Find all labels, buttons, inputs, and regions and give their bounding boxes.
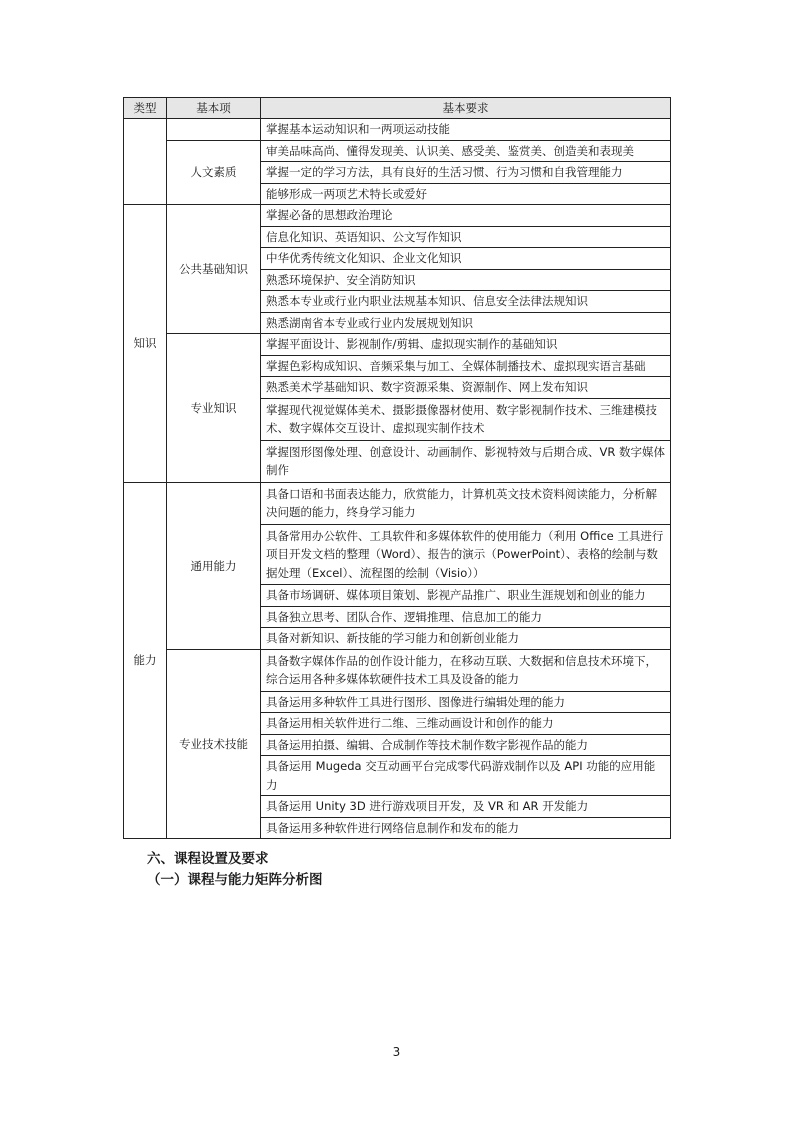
requirement-cell: 熟悉湖南省本专业或行业内发展规划知识 bbox=[261, 312, 671, 334]
requirement-cell: 具备常用办公软件、工具软件和多媒体软件的使用能力（利用 Office 工具进行项目开发文档的整理（Word）、报告的演示（PowerPoint）、表格的绘制与数据处理（Excel）、流程图的绘制（Visio）） bbox=[261, 524, 671, 585]
table-row bbox=[124, 119, 671, 141]
requirement-cell: 掌握平面设计、影视制作/剪辑、虚拟现实制作的基础知识 bbox=[261, 334, 671, 356]
requirement-cell: 具备独立思考、团队合作、逻辑推理、信息加工的能力 bbox=[261, 606, 671, 628]
type-cell: 能力 bbox=[124, 482, 167, 839]
item-cell: 人文素质 bbox=[167, 140, 261, 205]
item-cell bbox=[167, 119, 261, 141]
requirement-cell: 具备运用多种软件进行网络信息制作和发布的能力 bbox=[261, 817, 671, 839]
header-type: 类型 bbox=[124, 98, 167, 119]
requirement-cell: 熟悉美术学基础知识、数字资源采集、资源制作、网上发布知识 bbox=[261, 377, 671, 399]
item-cell: 公共基础知识 bbox=[167, 205, 261, 334]
requirements-table bbox=[123, 97, 671, 839]
subsection-heading: （一）课程与能力矩阵分析图 bbox=[147, 872, 323, 888]
item-cell: 通用能力 bbox=[167, 482, 261, 649]
requirement-cell: 具备运用相关软件进行二维、三维动画设计和创作的能力 bbox=[261, 713, 671, 735]
requirement-cell: 具备数字媒体作品的创作设计能力，在移动互联、大数据和信息技术环境下，综合运用各种多媒体软硬件技术工具及设备的能力 bbox=[261, 649, 671, 691]
table-row bbox=[124, 334, 671, 356]
requirement-cell: 审美品味高尚、懂得发现美、认识美、感受美、鉴赏美、创造美和表现美 bbox=[261, 140, 671, 162]
requirement-cell: 具备市场调研、媒体项目策划、影视产品推广、职业生涯规划和创业的能力 bbox=[261, 585, 671, 607]
requirement-cell: 具备运用多种软件工具进行图形、图像进行编辑处理的能力 bbox=[261, 691, 671, 713]
requirement-cell: 信息化知识、英语知识、公文写作知识 bbox=[261, 226, 671, 248]
table-row bbox=[124, 140, 671, 162]
item-cell: 专业知识 bbox=[167, 334, 261, 483]
item-cell: 专业技术技能 bbox=[167, 649, 261, 839]
page-number: 3 bbox=[392, 1045, 401, 1059]
requirement-cell: 能够形成一两项艺术特长或爱好 bbox=[261, 183, 671, 205]
requirement-cell: 熟悉本专业或行业内职业法规基本知识、信息安全法律法规知识 bbox=[261, 291, 671, 313]
requirement-cell: 具备运用 Mugeda 交互动画平台完成零代码游戏制作以及 API 功能的应用能力 bbox=[261, 756, 671, 796]
header-item: 基本项 bbox=[167, 98, 261, 119]
requirement-cell: 熟悉环境保护、安全消防知识 bbox=[261, 269, 671, 291]
table-header-row bbox=[124, 98, 671, 119]
table-row bbox=[124, 205, 671, 227]
requirement-cell: 具备对新知识、新技能的学习能力和创新创业能力 bbox=[261, 628, 671, 650]
header-requirement: 基本要求 bbox=[261, 98, 671, 119]
requirement-cell: 掌握色彩构成知识、音频采集与加工、全媒体制播技术、虚拟现实语言基础 bbox=[261, 355, 671, 377]
section-heading: 六、课程设置及要求 bbox=[147, 851, 269, 867]
type-cell bbox=[124, 119, 167, 205]
requirement-cell: 掌握基本运动知识和一两项运动技能 bbox=[261, 119, 671, 141]
type-cell: 知识 bbox=[124, 205, 167, 483]
requirement-cell: 具备运用 Unity 3D 进行游戏项目开发，及 VR 和 AR 开发能力 bbox=[261, 796, 671, 818]
table-row bbox=[124, 482, 671, 524]
requirement-cell: 掌握图形图像处理、创意设计、动画制作、影视特效与后期合成、VR 数字媒体制作 bbox=[261, 440, 671, 482]
requirement-cell: 具备口语和书面表达能力，欣赏能力，计算机英文技术资料阅读能力，分析解决问题的能力，终身学习能力 bbox=[261, 482, 671, 524]
requirement-cell: 掌握必备的思想政治理论 bbox=[261, 205, 671, 227]
table-row bbox=[124, 649, 671, 691]
requirement-cell: 中华优秀传统文化知识、企业文化知识 bbox=[261, 248, 671, 270]
requirement-cell: 掌握现代视觉媒体美术、摄影摄像器材使用、数字影视制作技术、三维建模技术、数字媒体交互设计、虚拟现实制作技术 bbox=[261, 398, 671, 440]
requirement-cell: 具备运用拍摄、编辑、合成制作等技术制作数字影视作品的能力 bbox=[261, 734, 671, 756]
requirement-cell: 掌握一定的学习方法，具有良好的生活习惯、行为习惯和自我管理能力 bbox=[261, 162, 671, 184]
